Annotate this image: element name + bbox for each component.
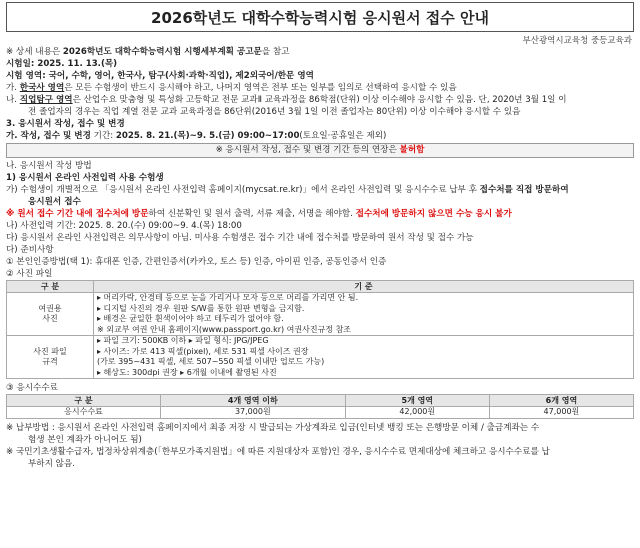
vocational-note-cont: 전 졸업자의 경우는 직업 계열 전문 교과 교육과정을 86단위(2016년 3월 1일 이전 졸업자는 80단위) 이상 이수해야 응시할 수 있음	[28, 107, 521, 117]
fee-exemption: ※ 국민기초생활수급자, 법정차상위계층(「한부모가족지원법」에 따른 지원대상자 포함)인 경우, 응시수수료 면제대상에 체크하고 응시수수료를 납	[6, 447, 550, 457]
photo-file-heading: ② 사진 파일	[6, 269, 53, 279]
photo-category-spec: 사진 파일 규격	[7, 336, 94, 379]
korean-history-note: 가. 한국사 영역은 모든 수험생이 반드시 응시해야 하고, 나머지 영역은 전부 또는 일부를 임의로 선택하여 응시할 수 있음	[6, 83, 457, 93]
payment-method: ※ 납부방법 : 응시원서 온라인 사전입력 홈페이지에서 최종 저장 시 발급되는 가상계좌로 입금(인터넷 뱅킹 또는 은행방문 이체 / 출금계좌는 수	[6, 423, 540, 433]
fee-exemption-cont: 부하지 않음.	[28, 459, 75, 469]
table-row	[7, 407, 634, 419]
photo-requirements-table	[6, 280, 634, 379]
photo-category-passport: 여권용 사진	[7, 293, 94, 336]
visit-warning: ※ 원서 접수 기간 내에 접수처에 방문하여 신분확인 및 원서 출력, 서류 제출, 서명을 해야함. 접수처에 방문하지 않으면 수능 응시 불가	[6, 209, 512, 219]
exam-areas: 시험 영역: 국어, 수학, 영어, 한국사, 탐구(사회·과학·직업), 제2외국어/한문 영역	[6, 71, 314, 81]
fee-header-category: 구 분	[7, 395, 161, 407]
organization-name: 부산광역시교육청 중등교육과	[522, 36, 632, 46]
fee-heading: ③ 응시수수료	[6, 383, 58, 393]
fee-value-4: 37,000원	[160, 407, 345, 419]
photo-criteria-passport: ▸ 머리카락, 안경테 등으로 눈을 가리거나 모자 등으로 머리를 가리면 안 됨. ▸ 디지털 사진의 경우 원판 S/W를 통한 원판 변형을 금지함. ▸ 배경은 균일한 흰색이어야 하고 테두리가 없어야 함. ※ 외교부 여권 안내 홈페이지(www.passport.go.kr) 여권사진규정 참조	[94, 293, 634, 336]
photo-table-header-category: 구 분	[7, 281, 94, 293]
fee-label: 응시수수료	[7, 407, 161, 419]
identity-verification: ① 본인인증방법(택 1): 휴대폰 인증, 간편인증서(카카오, 토스 등) 인증, 아이핀 인증, 공동인증서 인증	[6, 257, 387, 267]
intro-line: ※ 상세 내용은 2026학년도 대학수학능력시험 시행세부계획 공고문을 참고	[6, 47, 290, 57]
online-preinput-step: 가) 수험생이 개별적으로 「응시원서 온라인 사전입력 홈페이지(mycsat.re.kr)」에서 온라인 사전입력 및 응시수수료 납부 후 접수처를 직접 방문하여	[6, 185, 569, 195]
table-row	[7, 336, 634, 379]
preinput-optional-note: 다) 응시원서 온라인 사전입력은 의무사항이 아님. 미사용 수험생은 접수 기간 내에 접수처를 방문하여 원서 작성 및 접수 가능	[6, 233, 474, 243]
page-title: 2026학년도 대학수학능력시험 응시원서 접수 안내	[6, 2, 634, 32]
table-row	[7, 293, 634, 336]
fee-value-5: 42,000원	[345, 407, 489, 419]
notice-page	[0, 2, 640, 548]
online-preinput-heading: 1) 응시원서 온라인 사전입력 사용 수험생	[6, 173, 164, 183]
payment-method-cont: 험생 본인 계좌가 아니어도 됨)	[28, 435, 142, 445]
fee-header-6: 6개 영역	[489, 395, 633, 407]
exam-date: 시험일: 2025. 11. 13.(목)	[6, 59, 118, 69]
method-heading: 나. 응시원서 작성 방법	[6, 161, 92, 171]
fee-header-4: 4개 영역 이하	[160, 395, 345, 407]
photo-criteria-spec: ▸ 파일 크기: 500KB 이하 ▸ 파일 형식: JPG/JPEG ▸ 사이즈: 가로 413 픽셀(pixel), 세로 531 픽셀 사이즈 권장 (가로 395~431 픽셀, 세로 507~550 픽셀 이내만 업로드 가능) ▸ 해상도: 300dpi 권장 ▸ 6개월 이내에 촬영된 사진	[94, 336, 634, 379]
preparation-heading: 다) 준비사항	[6, 245, 54, 255]
fee-table	[6, 394, 634, 419]
section-3-heading: 3. 응시원서 작성, 접수 및 변경	[6, 119, 125, 129]
no-extension-notice: ※ 응시원서 작성, 접수 및 변경 기간 등의 연장은 불허함	[6, 143, 634, 158]
vocational-note: 나. 직업탐구 영역은 산업수요 맞춤형 및 특성화 고등학교 전문 교과Ⅱ 교육과정을 86학점(단위) 이상 이수해야 응시할 수 있음. 단, 2020년 3월 1일 이	[6, 95, 567, 105]
photo-table-header-criteria: 기 준	[94, 281, 634, 293]
fee-header-5: 5개 영역	[345, 395, 489, 407]
fee-value-6: 47,000원	[489, 407, 633, 419]
preinput-period: 나) 사전입력 기간: 2025. 8. 20.(수) 09:00~9. 4.(목) 18:00	[6, 221, 242, 231]
online-preinput-step-cont: 응시원서 접수	[28, 197, 81, 207]
application-period: 가. 작성, 접수 및 변경 기간: 2025. 8. 21.(목)~9. 5.(금) 09:00~17:00(토요일·공휴일은 제외)	[6, 131, 387, 141]
